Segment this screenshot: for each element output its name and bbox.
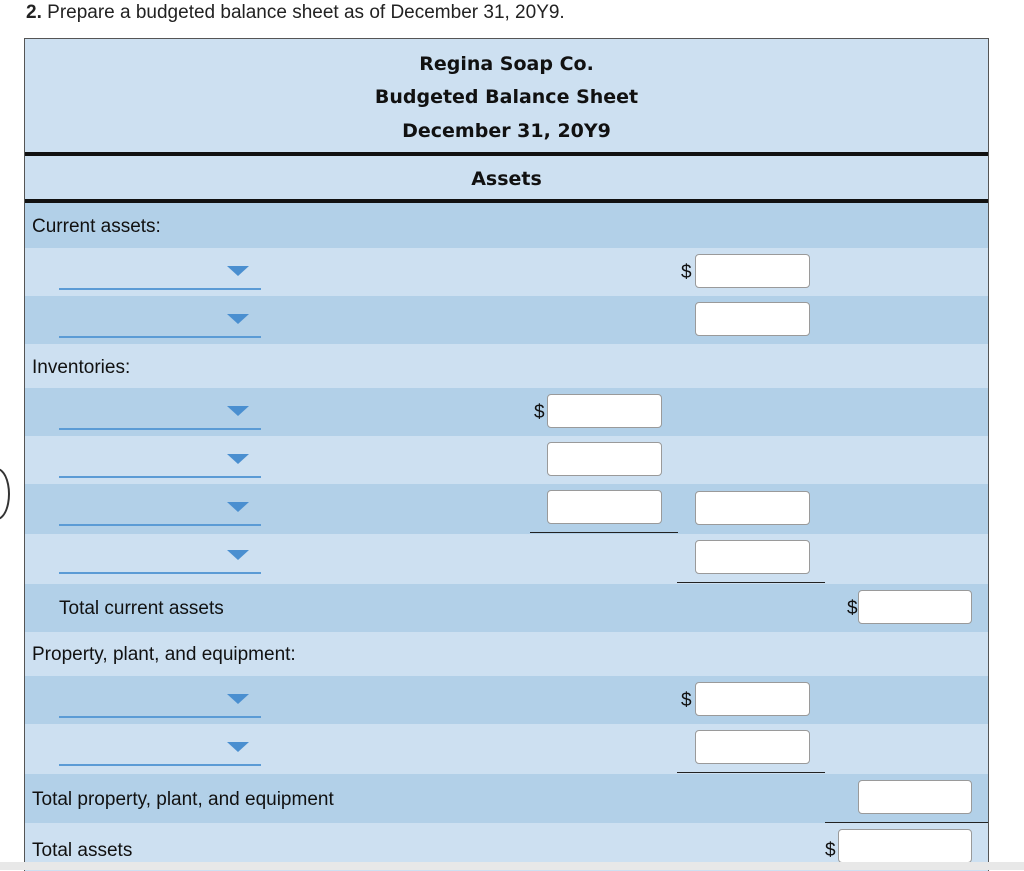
amount-input[interactable] (695, 730, 810, 764)
chevron-down-icon (227, 550, 249, 560)
table-row (25, 248, 988, 296)
chevron-down-icon (227, 314, 249, 324)
total-current-assets-label: Total current assets (59, 598, 224, 619)
account-dropdown[interactable] (59, 446, 261, 478)
amount-input[interactable] (695, 540, 810, 574)
statement-header (25, 39, 988, 152)
account-dropdown[interactable] (59, 734, 261, 766)
row-ppe-label (25, 632, 988, 676)
row-total-ppe (25, 774, 988, 823)
table-row (25, 676, 988, 724)
currency-symbol: $ (681, 690, 692, 711)
amount-input[interactable] (695, 254, 810, 288)
amount-input[interactable] (695, 491, 810, 525)
amount-input[interactable] (695, 682, 810, 716)
account-dropdown[interactable] (59, 258, 261, 290)
statement-title: Budgeted Balance Sheet (374, 86, 639, 108)
chevron-down-icon (227, 694, 249, 704)
currency-symbol: $ (825, 840, 836, 861)
amount-input[interactable] (547, 490, 662, 524)
current-assets-label: Current assets: (32, 216, 161, 237)
chevron-down-icon (227, 406, 249, 416)
side-circle-icon (0, 468, 10, 520)
amount-input[interactable] (547, 394, 662, 428)
account-dropdown[interactable] (59, 686, 261, 718)
amount-input[interactable] (547, 442, 662, 476)
table-row (25, 724, 988, 774)
amount-input[interactable] (838, 829, 972, 863)
account-dropdown[interactable] (59, 542, 261, 574)
account-dropdown[interactable] (59, 398, 261, 430)
assets-section-header (25, 156, 988, 199)
currency-symbol: $ (681, 262, 692, 283)
account-dropdown[interactable] (59, 494, 261, 526)
company-name: Regina Soap Co. (419, 53, 594, 75)
subtotal-underline (677, 772, 825, 773)
table-row (25, 484, 988, 534)
row-total-current-assets (25, 584, 988, 632)
amount-input[interactable] (858, 780, 972, 814)
assets-heading: Assets (471, 168, 542, 190)
account-dropdown[interactable] (59, 306, 261, 338)
currency-symbol: $ (847, 598, 858, 619)
subtotal-underline (677, 582, 825, 583)
question-text: Prepare a budgeted balance sheet as of December 31, 20Y9. (47, 2, 565, 23)
table-row (25, 296, 988, 344)
amount-input[interactable] (695, 302, 810, 336)
question-prompt (26, 2, 565, 24)
amount-input[interactable] (858, 590, 972, 624)
statement-date: December 31, 20Y9 (402, 120, 611, 142)
chevron-down-icon (227, 266, 249, 276)
table-row (25, 388, 988, 436)
ppe-label: Property, plant, and equipment: (32, 644, 296, 665)
table-row (25, 436, 988, 484)
subtotal-underline (530, 532, 678, 533)
total-assets-label: Total assets (32, 840, 133, 861)
row-current-assets-label (25, 203, 988, 248)
inventories-label: Inventories: (32, 357, 131, 378)
chevron-down-icon (227, 502, 249, 512)
row-inventories-label (25, 344, 988, 388)
chevron-down-icon (227, 742, 249, 752)
total-ppe-label: Total property, plant, and equipment (32, 789, 334, 810)
balance-sheet-table (24, 38, 989, 871)
horizontal-scrollbar[interactable] (0, 862, 1024, 870)
currency-symbol: $ (534, 402, 545, 423)
table-row (25, 534, 988, 584)
question-number: 2. (26, 2, 42, 23)
chevron-down-icon (227, 454, 249, 464)
